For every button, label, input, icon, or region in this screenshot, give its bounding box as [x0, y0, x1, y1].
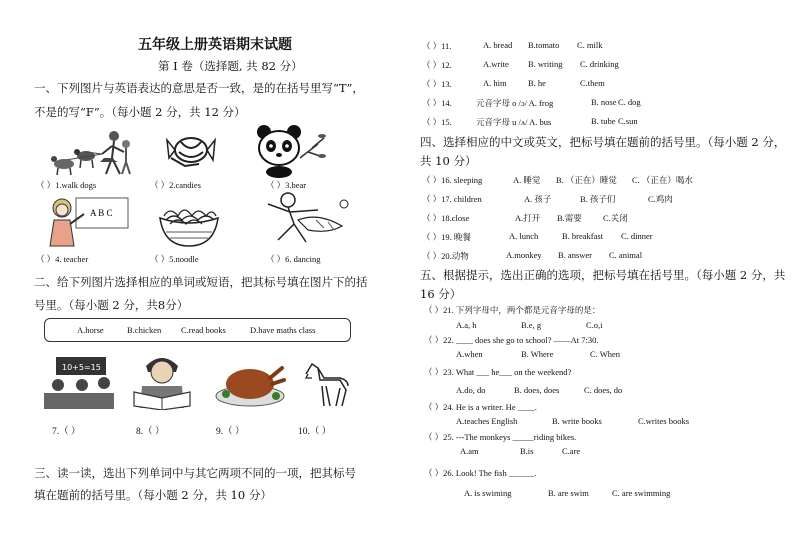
q18-c: C.关闭	[603, 213, 628, 223]
q18-a: A.打开	[515, 213, 541, 223]
section5-instruction-line1: 五、根据提示，选出正确的选项，把标号填在括号里。（每小题 2 分，共	[420, 268, 786, 282]
panda-icon	[248, 124, 328, 178]
q25-b: B.is	[520, 446, 534, 456]
q16-stem: （ ）16. sleeping	[422, 175, 483, 185]
section3-instruction-line1: 三、读一读，选出下列单词中与其它两项不同的一项，把其标号	[34, 466, 356, 480]
q25-stem: （ ）25. ---The monkeys _____riding bikes.	[424, 432, 577, 442]
word-choice-box	[44, 318, 351, 342]
section2-instruction-line2: 号里。（每小题 2 分，共8分）	[34, 298, 189, 312]
horse-icon	[302, 356, 350, 410]
q16-c: C. （正在）喝水	[632, 175, 693, 185]
pic10-label: 10.（ ）	[298, 427, 332, 437]
q12-b: B. writing	[528, 59, 563, 69]
q23-c: C. does, do	[584, 385, 623, 395]
q20-stem: （ ）20.动物	[422, 251, 469, 261]
q14-a: 元音字母 o /ɔ/ A. frog	[476, 98, 554, 108]
q17-stem: （ ）17. children	[422, 194, 482, 204]
q26-c: C. are swimming	[612, 488, 671, 498]
q18-b: B.需要	[557, 213, 582, 223]
classroom-math-icon	[42, 355, 116, 409]
section1-instruction-line1: 一、下列图片与英语表达的意思是否一致，是的在括号里写“T”，	[34, 81, 364, 95]
choice-maths-class: D.have maths class	[250, 325, 316, 335]
teacher-icon	[40, 194, 132, 248]
noodle-bowl-icon	[156, 198, 222, 250]
q19-b: B. breakfast	[562, 231, 604, 241]
q21-c: C.o,i	[586, 320, 603, 330]
reading-boy-icon	[126, 352, 200, 410]
exam-title: 五年级上册英语期末试题	[138, 37, 292, 53]
pic9-label: 9.（ ）	[216, 427, 245, 437]
dogs-walking-icon	[44, 128, 136, 178]
q24-a: A.teaches English	[456, 416, 518, 426]
candy-icon	[165, 128, 217, 176]
q26-b: B. are swim	[548, 488, 589, 498]
svg-text:A B C: A B C	[90, 208, 113, 218]
q12-a: A.write	[483, 59, 509, 69]
q22-stem: （ ）22. ____ does she go to school? ——At 7:30.	[424, 335, 599, 345]
q22-b: B. Where	[521, 349, 554, 359]
section1-instruction-line2: 不是的写“F”。（每小题 2 分，共 12 分）	[34, 105, 246, 119]
choice-chicken: B.chicken	[127, 325, 162, 335]
q15-number: （ ）15.	[422, 117, 452, 127]
section3-instruction-line2: 填在题前的括号里。（每小题 2 分，共 10 分）	[34, 488, 272, 502]
svg-text:10+5=15: 10+5=15	[62, 363, 101, 372]
choice-horse: A.horse	[77, 325, 104, 335]
pic5-label: （ ）5.noodle	[150, 254, 199, 264]
q13-b: B. he	[528, 78, 546, 88]
section4-instruction-line1: 四、选择相应的中文或英文，把标号填在题前的括号里。（每小题 2 分，	[420, 135, 786, 149]
q14-b: B. nose	[591, 97, 617, 107]
q20-c: C. animal	[609, 250, 643, 260]
q13-c: C.them	[580, 78, 605, 88]
roast-chicken-icon	[214, 358, 286, 408]
q21-stem: （ ）21. 下列字母中，两个都是元音字母的是：	[424, 305, 601, 315]
q11-b: B.tomato	[528, 40, 560, 50]
pic1-label: （ ）1.walk dogs	[36, 180, 97, 190]
q24-c: C.writes books	[638, 416, 689, 426]
section4-instruction-line2: 共 10 分）	[420, 154, 477, 168]
pic4-label: （ ）4. teacher	[36, 254, 89, 264]
q16-b: B. （正在）睡觉	[556, 175, 617, 185]
q22-c: C. When	[590, 349, 621, 359]
q14-number: （ ）14.	[422, 98, 452, 108]
q16-a: A. 睡觉	[513, 175, 541, 185]
q21-b: B.e, g	[521, 320, 542, 330]
q12-number: （ ）12.	[422, 60, 452, 70]
section2-instruction-line1: 二、给下列图片选择相应的单词或短语，把其标号填在图片下的括	[34, 275, 368, 289]
q19-a: A. lunch	[509, 231, 539, 241]
q20-b: B. answer	[558, 250, 592, 260]
pic3-label: （ ）3.bear	[266, 180, 307, 190]
volume-heading: 第 I 卷（选择题, 共 82 分）	[158, 59, 303, 73]
section5-instruction-line2: 16 分）	[420, 287, 462, 301]
choice-read-books: C.read books	[181, 325, 226, 335]
q13-number: （ ）13.	[422, 79, 452, 89]
pic7-label: 7.（ ）	[52, 427, 81, 437]
q23-stem: （ ）23. What ___ he___ on the weekend?	[424, 367, 572, 377]
q17-a: A. 孩子	[524, 194, 552, 204]
q23-b: B. does, does	[514, 385, 560, 395]
q20-a: A.monkey	[506, 250, 542, 260]
q13-a: A. him	[483, 78, 507, 88]
q11-number: （ ）11.	[422, 41, 452, 51]
q11-c: C. milk	[577, 40, 603, 50]
q24-b: B. write books	[552, 416, 602, 426]
q18-stem: （ ）18.close	[422, 213, 470, 223]
pic2-label: （ ）2.candies	[150, 180, 201, 190]
q17-c: C.鸡肉	[648, 194, 673, 204]
q12-c: C. drinking	[580, 59, 619, 69]
q25-a: A.am	[460, 446, 479, 456]
q14-c: C. dog	[618, 97, 641, 107]
dancing-icon	[258, 190, 354, 248]
q11-a: A. bread	[483, 40, 513, 50]
q23-a: A.do, do	[456, 385, 486, 395]
q17-b: B. 孩子们	[580, 194, 616, 204]
q21-a: A.a, h	[456, 320, 477, 330]
q15-c: C.sun	[618, 116, 638, 126]
pic6-label: （ ）6. dancing	[266, 254, 321, 264]
q22-a: A.when	[456, 349, 483, 359]
pic8-label: 8.（ ）	[136, 427, 165, 437]
q24-stem: （ ）24. He is a writer. He ____.	[424, 402, 537, 412]
q26-a: A. is swiming	[464, 488, 512, 498]
q25-c: C.are	[562, 446, 581, 456]
q26-stem: （ ）26. Look! The fish ______.	[424, 468, 537, 478]
q19-c: C. dinner	[621, 231, 653, 241]
q19-stem: （ ）19. 晚餐	[422, 232, 471, 242]
q15-a: 元音字母 u /ʌ/ A. bus	[476, 117, 552, 127]
q15-b: B. tube	[591, 116, 616, 126]
